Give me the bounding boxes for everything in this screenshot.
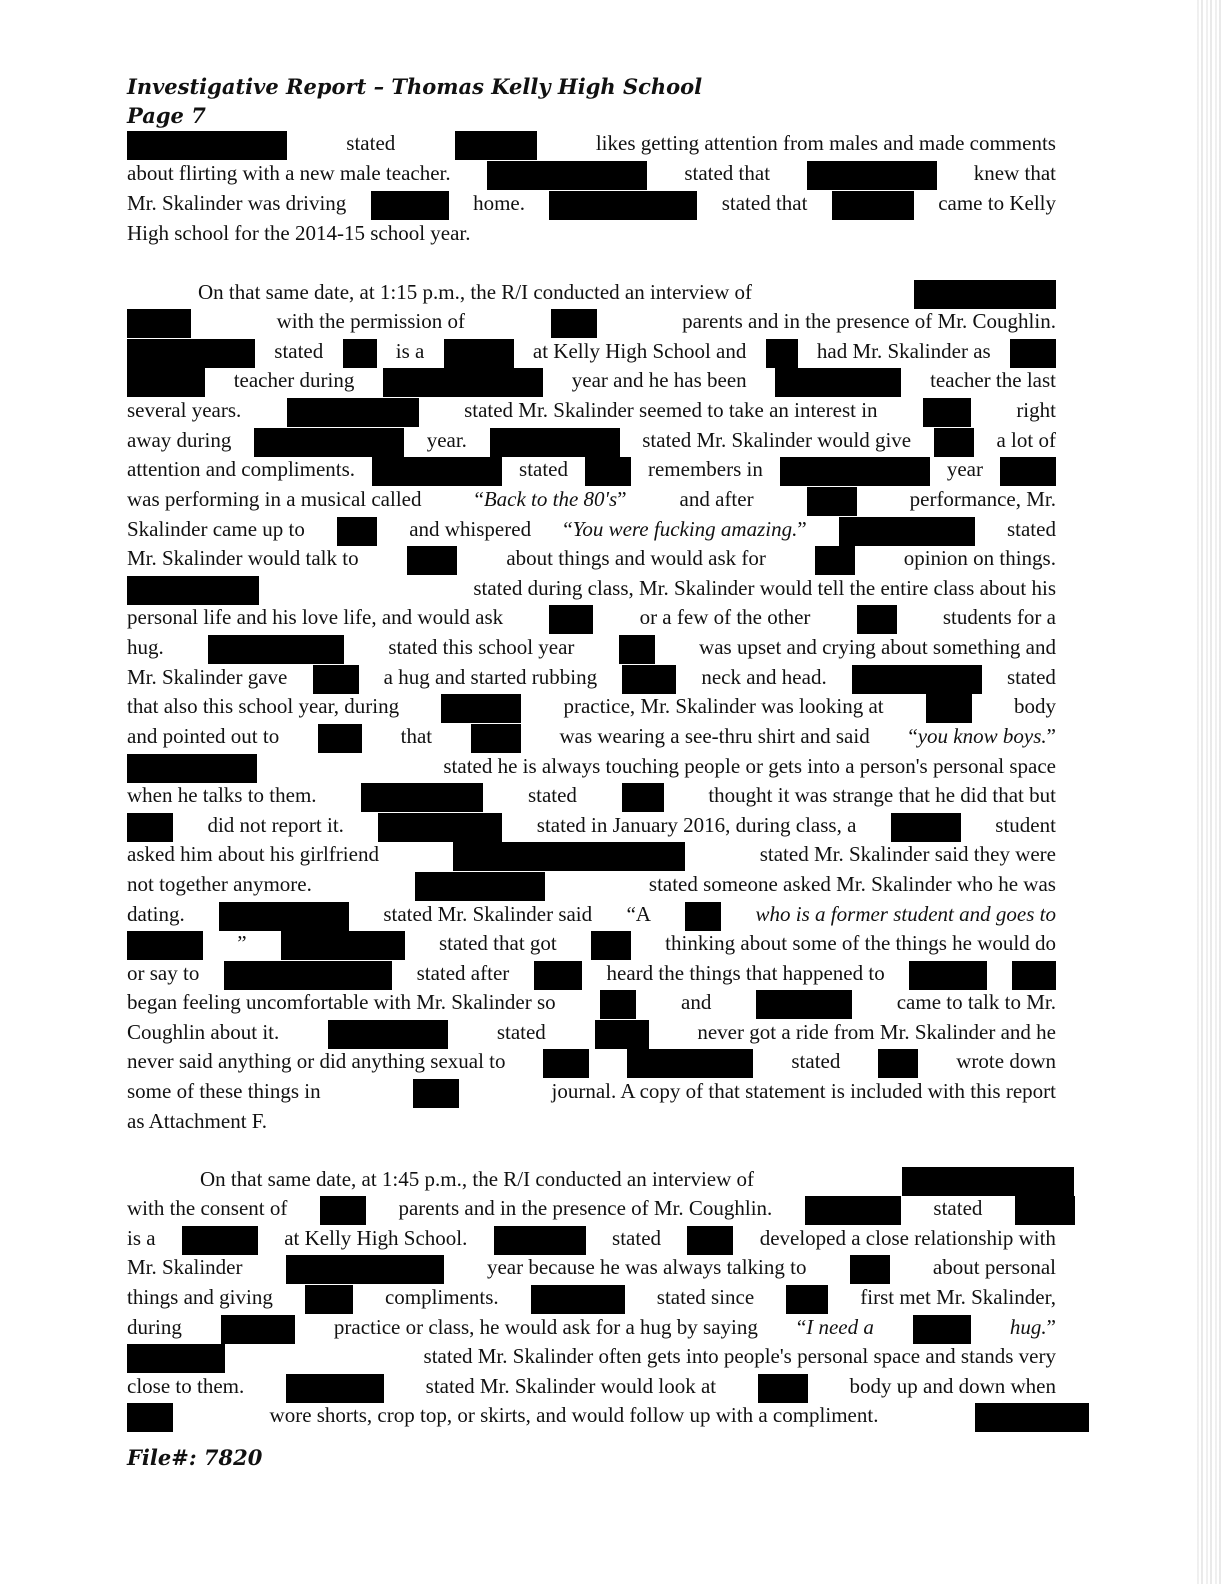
redaction: [934, 428, 974, 457]
text-line: stated during class, Mr. Skalinder would tell the entire class about his: [127, 576, 1056, 605]
redaction: [455, 131, 537, 160]
redaction: [591, 931, 631, 960]
redaction: [441, 694, 521, 723]
redaction: [786, 1285, 828, 1314]
text-line: or say to stated after heard the things that happened to: [127, 961, 1056, 990]
text-line: ” stated that got thinking about some of the things he would do: [127, 931, 1056, 960]
redaction: [687, 1226, 733, 1255]
redaction: [923, 398, 971, 427]
text-line: as Attachment F.: [127, 1109, 268, 1133]
text-line: did not report it. stated in January 2016, during class, a student: [127, 813, 1056, 842]
redaction: [839, 517, 975, 546]
redaction: [127, 754, 257, 783]
redaction: [909, 961, 987, 990]
redaction: [337, 517, 377, 546]
redaction: [878, 1049, 918, 1078]
text-line: with the permission of parents and in the presence of Mr. Coughlin.: [127, 309, 1056, 338]
redaction: [281, 931, 405, 960]
text-line: wore shorts, crop top, or skirts, and would follow up with a compliment.: [127, 1403, 1089, 1432]
text-line: personal life and his love life, and would ask or a few of the other students for a: [127, 605, 1056, 634]
redaction: [780, 457, 930, 486]
text-line: with the consent of parents and in the presence of Mr. Coughlin. stated: [127, 1196, 1075, 1225]
redaction: [490, 428, 620, 457]
scan-edge: [1194, 0, 1224, 1584]
redaction: [494, 1226, 586, 1255]
redaction: [807, 487, 857, 516]
text-line: stated Mr. Skalinder often gets into people's personal space and stands very: [127, 1344, 1056, 1373]
text-line: On that same date, at 1:45 p.m., the R/I conducted an interview of: [200, 1167, 1074, 1196]
text-line: was performing in a musical called “Back to the 80's” and after performance, Mr.: [127, 487, 1056, 516]
text-line: about flirting with a new male teacher. stated that knew that: [127, 161, 1056, 190]
text-line: that also this school year, during practice, Mr. Skalinder was looking at body: [127, 694, 1056, 723]
redaction: [1010, 339, 1056, 368]
redaction: [595, 1020, 649, 1049]
redaction: [622, 783, 664, 812]
redaction: [471, 724, 521, 753]
redaction: [600, 990, 636, 1019]
text-line: dating. stated Mr. Skalinder said “A who is a former student and goes to: [127, 902, 1056, 931]
text-line: On that same date, at 1:15 p.m., the R/I conducted an interview of: [198, 280, 1056, 309]
redaction: [407, 546, 457, 575]
redaction: [343, 339, 377, 368]
text-line: Skalinder came up to and whispered “You were fucking amazing.” stated: [127, 517, 1056, 546]
text-line: never said anything or did anything sexual to stated wrote down: [127, 1049, 1056, 1078]
redaction: [543, 1049, 589, 1078]
text-line: stated is a at Kelly High School and had Mr. Skalinder as: [127, 339, 1056, 368]
redaction: [182, 1226, 258, 1255]
redaction: [413, 1079, 459, 1108]
text-line: several years. stated Mr. Skalinder seemed to take an interest in right: [127, 398, 1056, 427]
redaction: [415, 872, 545, 901]
redaction: [975, 1403, 1089, 1432]
redaction: [224, 961, 392, 990]
text-line: not together anymore. stated someone asked Mr. Skalinder who he was: [127, 872, 1056, 901]
redaction: [286, 1374, 384, 1403]
text-line: Mr. Skalinder gave a hug and started rubbing neck and head. stated: [127, 665, 1056, 694]
redaction: [850, 1255, 890, 1284]
redaction: [622, 665, 676, 694]
redaction: [127, 1344, 225, 1373]
text-line: began feeling uncomfortable with Mr. Skalinder so and came to talk to Mr.: [127, 990, 1056, 1019]
redaction: [127, 339, 255, 368]
text-line: stated he is always touching people or gets into a person's personal space: [127, 754, 1056, 783]
file-number: File#: 7820: [127, 1445, 263, 1470]
redaction: [378, 813, 502, 842]
text-line: Mr. Skalinder was driving home. stated that came to Kelly: [127, 191, 1056, 220]
text-line: hug. stated this school year was upset and crying about something and: [127, 635, 1056, 664]
redaction: [127, 131, 287, 160]
redaction: [619, 635, 655, 664]
text-line: teacher during year and he has been teacher the last: [127, 368, 1056, 397]
text-line: stated likes getting attention from males and made comments: [127, 131, 1056, 160]
redaction: [127, 1403, 173, 1432]
redaction: [487, 161, 647, 190]
redaction: [127, 813, 173, 842]
redaction: [372, 457, 502, 486]
text-line: Mr. Skalinder year because he was always talking to about personal: [127, 1255, 1056, 1284]
text-line: asked him about his girlfriend stated Mr. Skalinder said they were: [127, 842, 1056, 871]
redaction: [756, 990, 852, 1019]
redaction: [551, 309, 597, 338]
redaction: [766, 339, 798, 368]
redaction: [549, 605, 593, 634]
redaction: [219, 902, 349, 931]
redaction: [805, 1196, 901, 1225]
redaction: [857, 605, 897, 634]
redaction: [549, 191, 697, 220]
redaction: [815, 546, 855, 575]
redaction: [361, 783, 483, 812]
redaction: [383, 368, 543, 397]
redaction: [444, 339, 514, 368]
redaction: [685, 902, 721, 931]
redaction: [1015, 1196, 1075, 1225]
redaction: [320, 1196, 366, 1225]
redaction: [453, 842, 685, 871]
redaction: [1012, 961, 1056, 990]
redaction: [891, 813, 961, 842]
text-line: attention and compliments. stated remembers in year: [127, 457, 1056, 486]
redaction: [287, 398, 419, 427]
redaction: [371, 191, 449, 220]
redaction: [807, 161, 937, 190]
redaction: [221, 1315, 295, 1344]
redaction: [534, 961, 582, 990]
text-line: is a at Kelly High School. stated developed a close relationship with: [127, 1226, 1056, 1255]
redaction: [585, 457, 631, 486]
redaction: [286, 1255, 444, 1284]
text-line: and pointed out to that was wearing a see-thru shirt and said “you know boys.”: [127, 724, 1056, 753]
text-line: Coughlin about it. stated never got a ride from Mr. Skalinder and he: [127, 1020, 1056, 1049]
page-number: Page 7: [127, 103, 206, 128]
text-line: some of these things in journal. A copy of that statement is included with this report: [127, 1079, 1056, 1108]
redaction: [127, 309, 191, 338]
text-line: things and giving compliments. stated since first met Mr. Skalinder,: [127, 1285, 1056, 1314]
redaction: [758, 1374, 808, 1403]
redaction: [531, 1285, 625, 1314]
redaction: [1000, 457, 1056, 486]
redaction: [318, 724, 362, 753]
report-header: [127, 72, 702, 130]
redaction: [127, 931, 203, 960]
redaction: [926, 694, 972, 723]
redaction: [127, 368, 205, 397]
report-title: Investigative Report – Thomas Kelly High School: [127, 74, 703, 99]
text-line: Mr. Skalinder would talk to about things and would ask for opinion on things.: [127, 546, 1056, 575]
redaction: [254, 428, 404, 457]
redaction: [914, 280, 1056, 309]
text-line: during practice or class, he would ask for a hug by saying “I need a hug.”: [127, 1315, 1056, 1344]
redaction: [313, 665, 359, 694]
redaction: [832, 191, 914, 220]
text-line: away during year. stated Mr. Skalinder would give a lot of: [127, 428, 1056, 457]
redaction: [208, 635, 344, 664]
redaction: [775, 368, 901, 397]
text-line: when he talks to them. stated thought it was strange that he did that but: [127, 783, 1056, 812]
text-line: High school for the 2014-15 school year.: [127, 221, 471, 245]
redaction: [913, 1315, 971, 1344]
redaction: [902, 1167, 1074, 1196]
text-line: close to them. stated Mr. Skalinder would look at body up and down when: [127, 1374, 1056, 1403]
redaction: [852, 665, 982, 694]
redaction: [627, 1049, 753, 1078]
redaction: [328, 1020, 448, 1049]
redaction: [305, 1285, 353, 1314]
redaction: [127, 576, 259, 605]
